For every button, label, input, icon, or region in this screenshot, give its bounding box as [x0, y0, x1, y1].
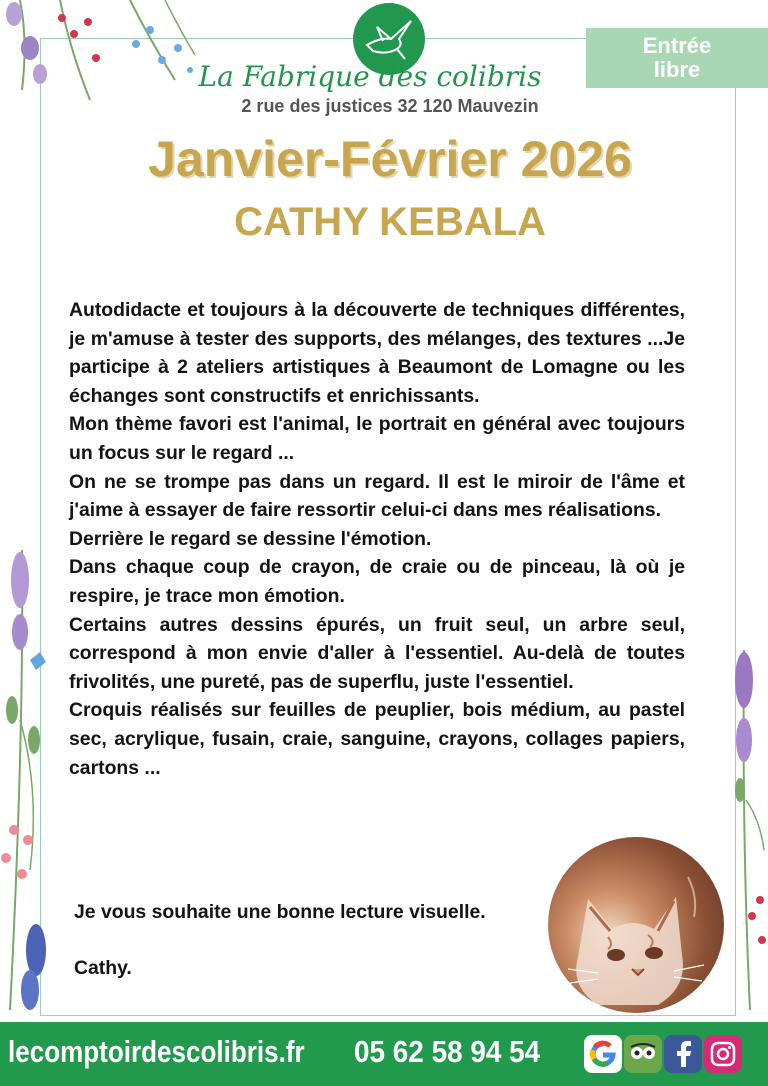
closing-block	[74, 898, 486, 1010]
bio-paragraph: Croquis réalisés sur feuilles de peuplier, bois médium, au pastel sec, acrylique, fusain, craie, sanguine, crayons, collages papiers, cartons ...	[69, 699, 685, 779]
tripadvisor-icon[interactable]	[624, 1035, 662, 1073]
badge-line-1: Entrée	[642, 33, 712, 58]
free-entry-badge	[586, 28, 768, 88]
closing-line: Je vous souhaite une bonne lecture visuelle.	[74, 901, 486, 923]
artist-biography	[69, 296, 685, 782]
bio-paragraph: Certains autres dessins épurés, un fruit seul, un arbre seul, correspond à mon envie d'aller à l'essentiel. Au-delà de toutes frivolités, une pureté, pas de superflu, juste l'essentiel.	[69, 613, 685, 693]
bio-paragraph: Mon thème favori est l'animal, le portrait en général avec toujours un focus sur le regard ...	[69, 413, 685, 464]
bio-paragraph: On ne se trompe pas dans un regard. Il est le miroir de l'âme et j'aime à essayer de faire ressortir celui-ci dans mes réalisations.	[69, 470, 685, 522]
google-icon[interactable]	[584, 1035, 622, 1073]
signature: Cathy.	[74, 957, 132, 979]
bio-paragraph: Dans chaque coup de crayon, de craie ou de pinceau, là où je respire, je trace mon émotion.	[69, 556, 685, 607]
bio-paragraph: Autodidacte et toujours à la découverte de techniques différentes, je m'amuse à tester des supports, des mélanges, des textures ...Je participe à 2 ateliers artistiques à Beaumont de Lomagne ou les échanges sont constructifs et enrichissants.	[69, 299, 685, 407]
instagram-icon[interactable]	[704, 1035, 742, 1073]
badge-line-2: libre	[653, 57, 701, 82]
kitten-artwork-image	[548, 837, 724, 1013]
brand-name: La Fabrique des colibris	[198, 60, 542, 93]
lavender-left-illustration	[0, 540, 60, 1020]
address: 2 rue des justices 32 120 Mauvezin	[241, 96, 539, 116]
hummingbird-icon	[363, 15, 415, 61]
website-link[interactable]: lecomptoirdescolibris.fr	[8, 1034, 305, 1069]
kitten-drawing	[548, 837, 724, 1013]
artist-name: CATHY KEBALA	[234, 200, 546, 244]
wildflowers-top-left-illustration	[0, 0, 210, 110]
phone-number[interactable]: 05 62 58 94 54	[354, 1034, 541, 1069]
facebook-icon[interactable]	[664, 1035, 702, 1073]
bio-paragraph: Derrière le regard se dessine l'émotion.	[69, 527, 432, 550]
exhibition-period: Janvier-Février 2026	[148, 131, 632, 187]
lavender-right-illustration	[720, 640, 768, 1020]
